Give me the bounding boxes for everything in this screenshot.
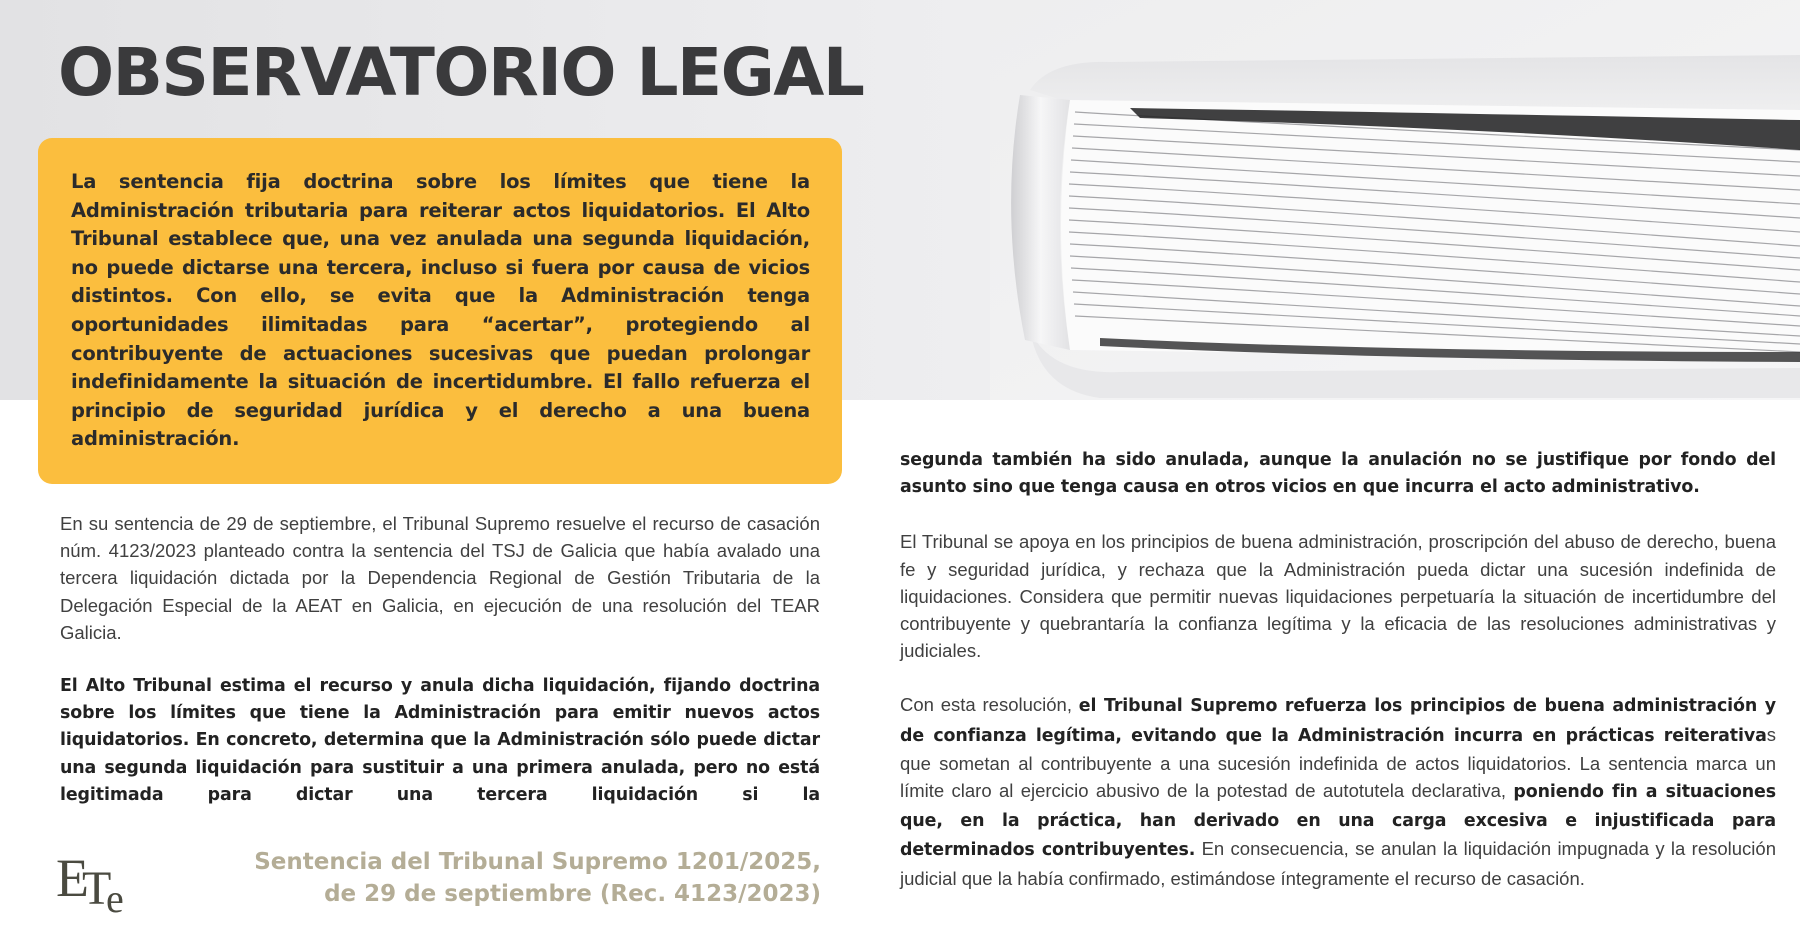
citation-line-1: Sentencia del Tribunal Supremo 1201/2025, (254, 849, 821, 875)
page-title: OBSERVATORIO LEGAL (58, 34, 864, 111)
conclusion-text-1: Con esta resolución, (900, 694, 1079, 716)
summary-callout (38, 138, 842, 484)
conclusion-text-3: En consecuencia, se anulan la liquidación impugnada y la resolución judicial que la había confirmado, estimándose íntegramente el recurso de casación. (900, 838, 1776, 889)
ruling-paragraph: El Alto Tribunal estima el recurso y anula dicha liquidación, fijando doctrina sobre los límites que tiene la Administración para emitir nuevos actos liquidatorios. En concreto, determina que la Administración sólo puede dictar una segunda liquidación para sustituir a una primera anulada, pero no está legitimada para dictar una tercera liquidación si la (60, 676, 820, 805)
principles-paragraph: El Tribunal se apoya en los principios de buena administración, proscripción del abuso de derecho, buena fe y seguridad jurídica, y rechaza que la Administración pueda dictar una sucesión indefinida de liquidaciones. Considera que permitir nuevas liquidaciones perpetuaría la situación de incertidumbre del contribuyente y quebrantaría la confianza legítima y la eficacia de las resoluciones administrativas y judiciales. (900, 531, 1776, 662)
ruling-continuation-paragraph: segunda también ha sido anulada, aunque la anulación no se justifique por fondo del asunto sino que tenga causa en otros vicios en que incurra el acto administrativo. (900, 450, 1776, 498)
conclusion-bold-1: el Tribunal Supremo refuerza los principios de buena administración y de confianza legítima, evitando que la Administración incurra en prácticas reiterativa (900, 696, 1776, 746)
case-citation (254, 846, 821, 910)
svg-text:T: T (82, 862, 112, 914)
book-photo (990, 0, 1800, 400)
conclusion-paragraph (900, 691, 1776, 891)
citation-line-2: de 29 de septiembre (Rec. 4123/2023) (324, 881, 821, 907)
svg-text:E: E (56, 848, 89, 908)
left-column (60, 510, 820, 836)
conclusion-text-2: s que sometan al contribuyente a una sucesión indefinida de actos liquidatorios. La sentencia marca un límite claro al ejercicio abusivo de la potestad de autotutela declarativa, (900, 723, 1776, 802)
right-column (900, 447, 1776, 919)
svg-text:e: e (106, 876, 124, 914)
summary-text: La sentencia fija doctrina sobre los límites que tiene la Administración tributaria para reiterar actos liquidatorios. El Alto Tribunal establece que, una vez anulada una segunda liquidación, no puede dictarse una tercera, incluso si fuera por causa de vicios distintos. Con ello, se evita que la Administración tenga oportunidades ilimitadas para “acertar”, protegiendo al contribuyente de actuaciones sucesivas que puedan prolongar indefinidamente la situación de incertidumbre. El fallo refuerza el principio de seguridad jurídica y el derecho a una buena administración. (71, 170, 810, 451)
conclusion-bold-2: poniendo fin a situaciones que, en la práctica, han derivado en una carga excesiva e injustificada para determinados contribuyentes. (900, 782, 1776, 861)
intro-paragraph: En su sentencia de 29 de septiembre, el Tribunal Supremo resuelve el recurso de casación núm. 4123/2023 planteado contra la sentencia del TSJ de Galicia que había avalado una tercera liquidación dictada por la Dependencia Regional de Gestión Tributaria de la Delegación Especial de la AEAT en Galicia, en ejecución de una resolución del TEAR Galicia. (60, 513, 820, 643)
firm-logo (56, 846, 132, 914)
